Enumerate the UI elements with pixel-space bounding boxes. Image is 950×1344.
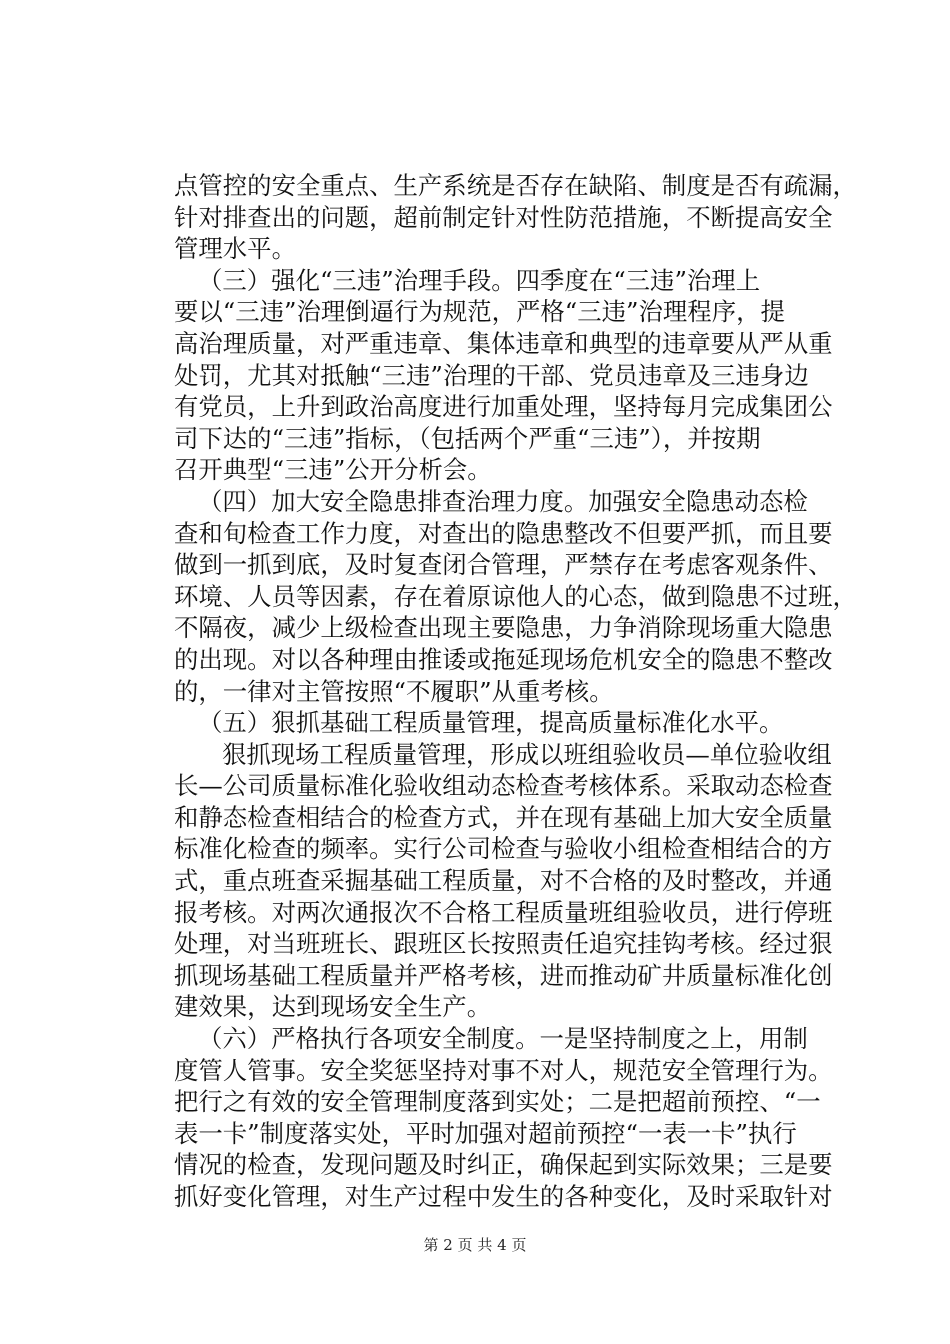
text-line: 报考核。对两次通报次不合格工程质量班组验收员，进行停班 [174,897,833,927]
text-line: 的，一律对主管按照“不履职”从重考核。 [174,676,614,706]
text-line: 处理，对当班班长、跟班区长按照责任追究挂钩考核。经过狠 [174,929,833,959]
text-line: 不隔夜，减少上级检查出现主要隐患，力争消除现场重大隐患 [174,613,833,643]
text-line: 和静态检查相结合的检查方式，并在现有基础上加大安全质量 [174,802,833,832]
section-4-heading-line: （四）加大安全隐患排查治理力度。加强安全隐患动态检 [198,486,808,516]
text-line: 做到一抓到底，及时复查闭合管理，严禁存在考虑客观条件、 [174,550,833,580]
text-line: 点管控的安全重点、生产系统是否存在缺陷、制度是否有疏漏， [174,171,857,200]
section-5-heading-line: （五）狠抓基础工程质量管理，提高质量标准化水平。 [198,708,784,738]
section-6-heading-line: （六）严格执行各项安全制度。一是坚持制度之上，用制 [198,1024,808,1054]
text-line: 召开典型“三违”公开分析会。 [174,455,492,485]
text-line: 环境、人员等因素，存在着原谅他人的心态，做到隐患不过班， [174,581,857,611]
text-line: 建效果，达到现场安全生产。 [174,992,492,1022]
body-text [174,170,857,1213]
text-line: 司下达的“三违”指标，（包括两个严重“三违”），并按期 [174,423,761,453]
text-line: 处罚，尤其对抵触“三违”治理的干部、党员违章及三违身边 [174,360,809,390]
text-line: 查和旬检查工作力度，对查出的隐患整改不但要严抓，而且要 [174,518,833,548]
paragraph-first-line: 狠抓现场工程质量管理，形成以班组验收员—单位验收组 [222,739,832,769]
text-line: 度管人管事。安全奖惩坚持对事不对人，规范安全管理行为。 [174,1055,833,1085]
text-line: 要以“三违”治理倒逼行为规范，严格“三违”治理程序，提 [174,297,785,327]
text-line: 的出现。对以各种理由推诿或拖延现场危机安全的隐患不整改 [174,644,833,674]
text-line: 抓现场基础工程质量并严格考核，进而推动矿井质量标准化创 [174,960,833,990]
text-line: 高治理质量，对严重违章、集体违章和典型的违章要从严从重 [174,328,833,358]
text-line: 抓好变化管理，对生产过程中发生的各种变化，及时采取针对 [174,1182,833,1211]
text-line: 情况的检查，发现问题及时纠正，确保起到实际效果；三是要 [174,1150,833,1180]
page-number-footer: 第 2 页 共 4 页 [423,1236,527,1254]
text-line: 标准化检查的频率。实行公司检查与验收小组检查相结合的方 [174,834,833,864]
text-line: 表一卡”制度落实处，平时加强对超前预控“一表一卡”执行 [174,1118,797,1148]
text-line: 管理水平。 [174,234,296,264]
text-line: 把行之有效的安全管理制度落到实处；二是把超前预控、“一 [174,1087,821,1117]
text-line: 针对排查出的问题，超前制定针对性防范措施，不断提高安全 [174,202,833,232]
text-line: 有党员，上升到政治高度进行加重处理，坚持每月完成集团公 [174,392,833,422]
section-3-heading-line: （三）强化“三违”治理手段。四季度在“三违”治理上 [198,265,761,295]
text-line: 长—公司质量标准化验收组动态检查考核体系。采取动态检查 [174,771,833,801]
text-line: 式，重点班查采掘基础工程质量，对不合格的及时整改，并通 [174,866,833,896]
